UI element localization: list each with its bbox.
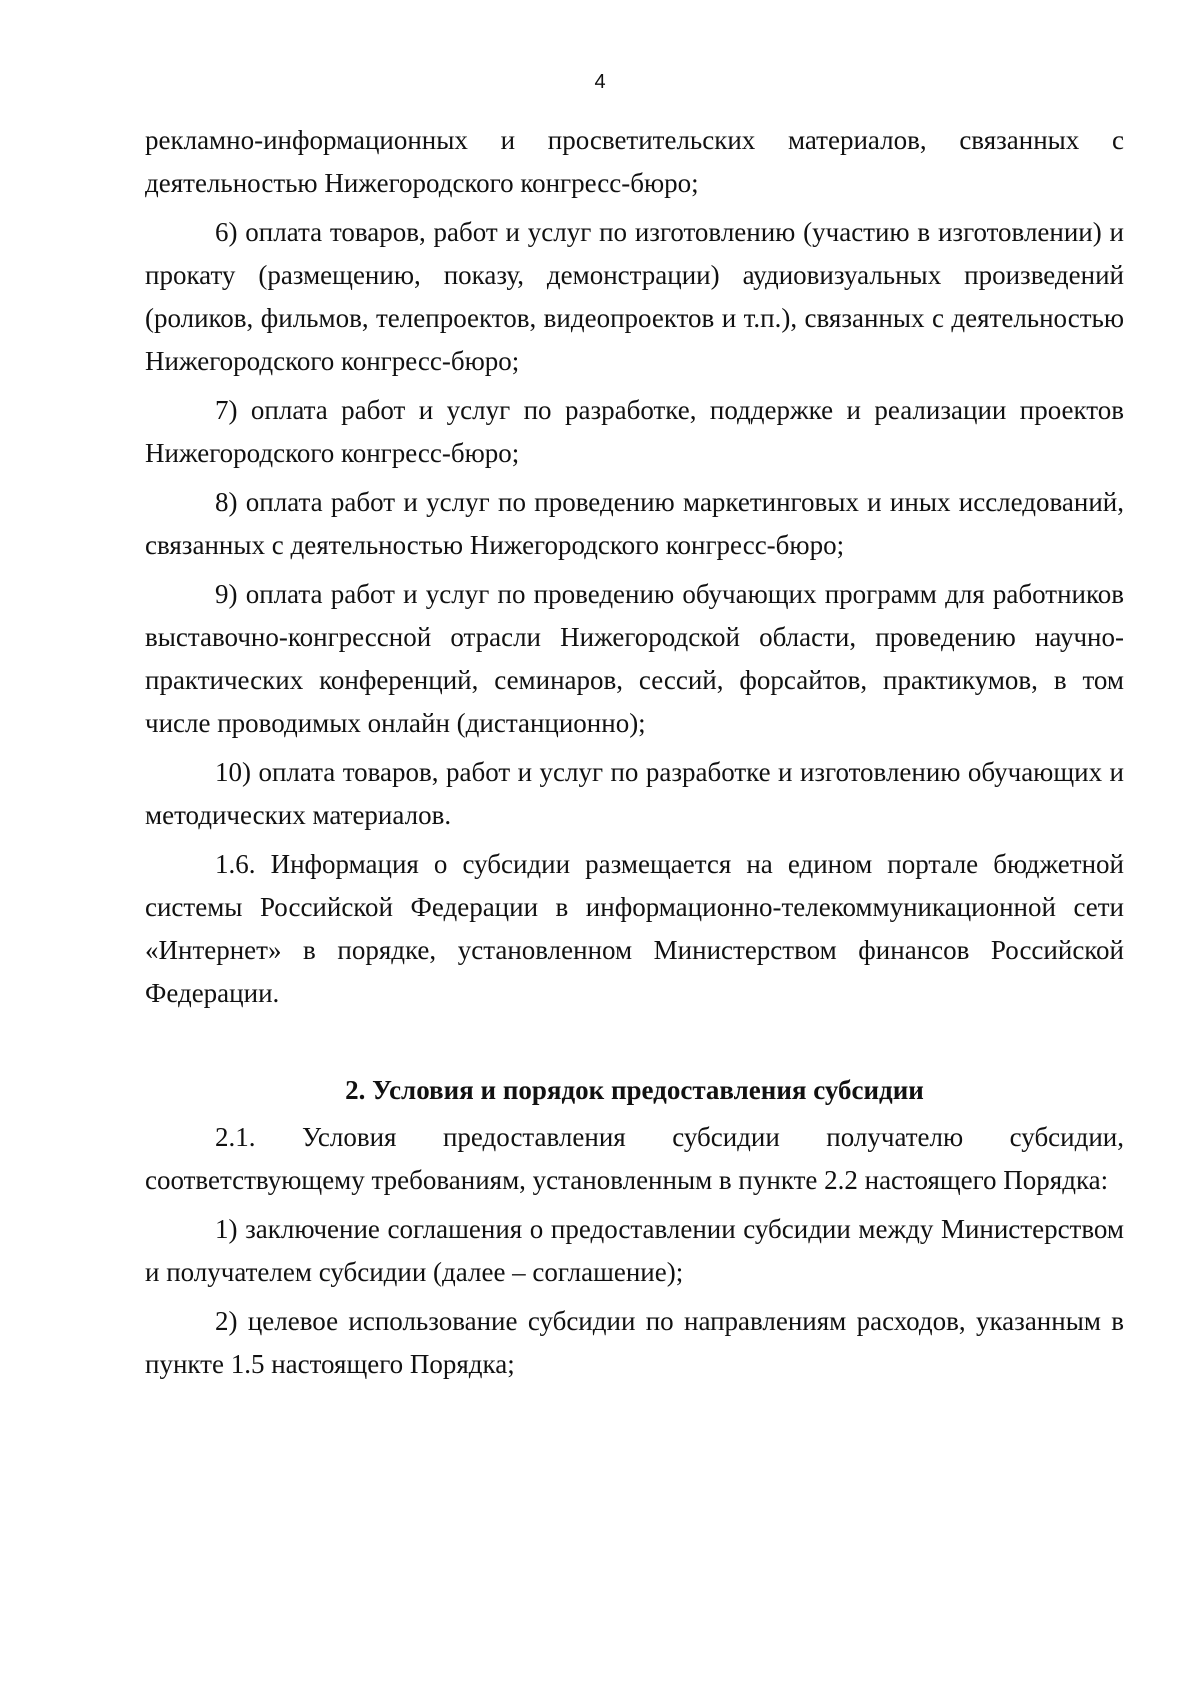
paragraph-1-6: 1.6. Информация о субсидии размещается на едином портале бюджетной системы Российской Федерации в информационно-телекоммуникационной сети «Интернет» в порядке, установленном Министерством финансов Российской Федерации. bbox=[145, 849, 1124, 1008]
paragraph-item-7: 7) оплата работ и услуг по разработке, поддержке и реализации проектов Нижегородского конгресс-бюро; bbox=[145, 395, 1124, 468]
paragraph-2-1-item-2: 2) целевое использование субсидии по направлениям расходов, указанным в пункте 1.5 настоящего Порядка; bbox=[145, 1306, 1124, 1379]
paragraph-continuation: рекламно-информационных и просветительских материалов, связанных с деятельностью Нижегородского конгресс-бюро; bbox=[145, 125, 1124, 198]
paragraph-item-10: 10) оплата товаров, работ и услуг по разработке и изготовлению обучающих и методических материалов. bbox=[145, 757, 1124, 830]
section-heading: 2. Условия и порядок предоставления субсидии bbox=[345, 1075, 924, 1105]
document-body bbox=[145, 119, 1124, 1392]
paragraph-item-8: 8) оплата работ и услуг по проведению маркетинговых и иных исследований, связанных с деятельностью Нижегородского конгресс-бюро; bbox=[145, 487, 1124, 560]
paragraph-item-6: 6) оплата товаров, работ и услуг по изготовлению (участию в изготовлении) и прокату (размещению, показу, демонстрации) аудиовизуальных произведений (роликов, фильмов, телепроектов, видеопроектов и т.п.), связанных с деятельностью Нижегородского конгресс-бюро; bbox=[145, 217, 1124, 376]
paragraph-2-1-item-1: 1) заключение соглашения о предоставлении субсидии между Министерством и получателем субсидии (далее – соглашение); bbox=[145, 1214, 1124, 1287]
paragraph-2-1: 2.1. Условия предоставления субсидии получателю субсидии, соответствующему требованиям, установленным в пункте 2.2 настоящего Порядка: bbox=[145, 1122, 1124, 1195]
page-number: 4 bbox=[594, 71, 606, 93]
paragraph-item-9: 9) оплата работ и услуг по проведению обучающих программ для работников выставочно-конгрессной отрасли Нижегородской области, проведению научно-практических конференций, семинаров, сессий, форсайтов, практикумов, в том числе проводимых онлайн (дистанционно); bbox=[145, 579, 1124, 738]
